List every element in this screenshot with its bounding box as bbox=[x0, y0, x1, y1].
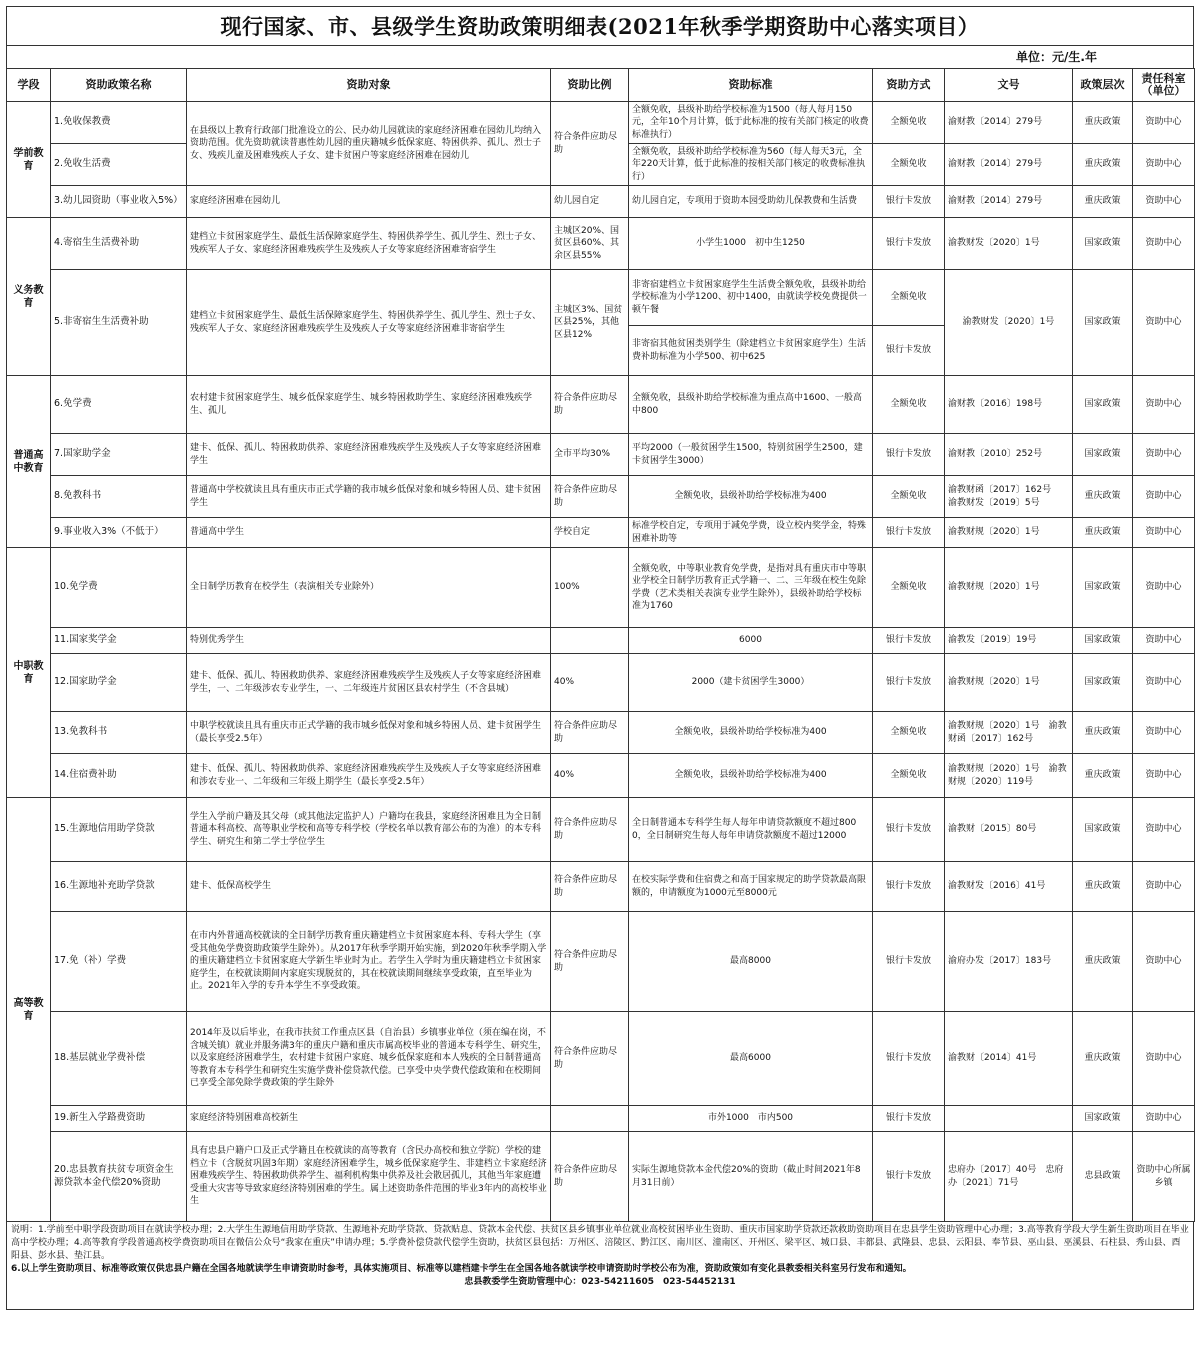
table-row bbox=[7, 862, 1195, 912]
unit-label: 单位：元/生.年 bbox=[6, 46, 1194, 68]
doc-cell: 渝教财发〔2020〕1号 bbox=[945, 270, 1073, 376]
table-row bbox=[7, 712, 1195, 754]
doc-cell: 渝教发〔2019〕19号 bbox=[945, 628, 1073, 654]
level-cell: 重庆政策 bbox=[1073, 754, 1133, 798]
ratio-cell: 符合条件应助尽助 bbox=[551, 1012, 629, 1106]
dept-cell: 资助中心 bbox=[1133, 102, 1195, 144]
doc-cell: 渝财教〔2016〕198号 bbox=[945, 376, 1073, 434]
dept-cell: 资助中心 bbox=[1133, 218, 1195, 270]
standard-cell: 在校实际学费和住宿费之和高于国家规定的助学贷款最高限额的，申请额度为1000元至8000元 bbox=[629, 862, 873, 912]
policy-name-cell: 6.免学费 bbox=[51, 376, 187, 434]
method-cell: 银行卡发放 bbox=[873, 1012, 945, 1106]
header-cell: 资助政策名称 bbox=[51, 69, 187, 102]
method-cell: 全额免收 bbox=[873, 144, 945, 186]
method-cell: 全额免收 bbox=[873, 102, 945, 144]
policy-name-cell: 16.生源地补充助学贷款 bbox=[51, 862, 187, 912]
policy-name-cell: 8.免教科书 bbox=[51, 476, 187, 518]
ratio-cell: 符合条件应助尽助 bbox=[551, 798, 629, 862]
dept-cell: 资助中心 bbox=[1133, 654, 1195, 712]
policy-name-cell: 7.国家助学金 bbox=[51, 434, 187, 476]
level-cell: 重庆政策 bbox=[1073, 712, 1133, 754]
target-cell: 2014年及以后毕业，在我市扶贫工作重点区县（自治县）乡镇事业单位（须在编在岗，不含城关镇）就业并服务满3年的重庆户籍和重庆市属高校毕业的普通本专科学生、研究生，以及家庭经济困难学生，农村建卡贫困户家庭、城乡低保家庭和本人残疾的全日制普通高等教育本专科学生和研究生实施学费补偿贷款代偿。已享受中央学费代偿政策和在校期间已享受全部免除学费政策的学生除外 bbox=[187, 1012, 551, 1106]
policy-name-cell: 15.生源地信用助学贷款 bbox=[51, 798, 187, 862]
standard-cell: 非寄宿建档立卡贫困家庭学生生活费全额免收，县级补助给学校标准为小学1200、初中1400，由就读学校免费提供一顿午餐 bbox=[629, 270, 873, 326]
dept-cell: 资助中心 bbox=[1133, 270, 1195, 376]
table-row bbox=[7, 548, 1195, 628]
policy-name-cell: 19.新生入学路费资助 bbox=[51, 1106, 187, 1132]
level-cell: 国家政策 bbox=[1073, 628, 1133, 654]
level-cell: 国家政策 bbox=[1073, 654, 1133, 712]
table-row bbox=[7, 1132, 1195, 1222]
table-row bbox=[7, 798, 1195, 862]
header-cell: 文号 bbox=[945, 69, 1073, 102]
table-row bbox=[7, 270, 1195, 326]
dept-cell: 资助中心 bbox=[1133, 798, 1195, 862]
method-cell: 银行卡发放 bbox=[873, 628, 945, 654]
standard-cell: 全日制普通本专科学生每人每年申请贷款额度不超过8000，全日制研究生每人每年申请贷款额度不超过12000 bbox=[629, 798, 873, 862]
policy-table bbox=[6, 68, 1195, 1222]
method-cell: 银行卡发放 bbox=[873, 912, 945, 1012]
target-cell: 中职学校就读且具有重庆市正式学籍的我市城乡低保对象和城乡特困人员、建卡贫困学生（最长享受2.5年） bbox=[187, 712, 551, 754]
policy-name-cell: 18.基层就业学费补偿 bbox=[51, 1012, 187, 1106]
target-cell: 建档立卡贫困家庭学生、最低生活保障家庭学生、特困供养学生、孤儿学生、烈士子女、残疾军人子女、家庭经济困难残疾学生及残疾人子女等家庭经济困难非寄宿学生 bbox=[187, 270, 551, 376]
doc-cell: 渝教财规〔2020〕1号 bbox=[945, 654, 1073, 712]
standard-cell: 最高8000 bbox=[629, 912, 873, 1012]
level-cell: 国家政策 bbox=[1073, 1106, 1133, 1132]
school-stage-cell: 义务教育 bbox=[7, 218, 51, 376]
method-cell: 银行卡发放 bbox=[873, 518, 945, 548]
level-cell: 重庆政策 bbox=[1073, 862, 1133, 912]
method-cell: 全额免收 bbox=[873, 376, 945, 434]
doc-cell: 渝府办发〔2017〕183号 bbox=[945, 912, 1073, 1012]
standard-cell: 全额免收，县级补助给学校标准为560（每人每天3元，全年220天计算，低于此标准的按相关部门核定的收费标准执行） bbox=[629, 144, 873, 186]
dept-cell: 资助中心 bbox=[1133, 376, 1195, 434]
standard-cell: 市外1000 市内500 bbox=[629, 1106, 873, 1132]
target-cell: 在县级以上教育行政部门批准设立的公、民办幼儿园就读的家庭经济困难在园幼儿均纳入资助范围。优先资助就读普惠性幼儿园的重庆籍城乡低保家庭、特困供养、孤儿、烈士子女、残疾儿童及困难残疾人子女、建卡贫困户等家庭经济困难在园幼儿 bbox=[187, 102, 551, 186]
level-cell: 国家政策 bbox=[1073, 434, 1133, 476]
dept-cell: 资助中心 bbox=[1133, 1012, 1195, 1106]
method-cell: 银行卡发放 bbox=[873, 798, 945, 862]
ratio-cell: 幼儿园自定 bbox=[551, 186, 629, 218]
dept-cell: 资助中心 bbox=[1133, 862, 1195, 912]
policy-name-cell: 17.免（补）学费 bbox=[51, 912, 187, 1012]
target-cell: 特别优秀学生 bbox=[187, 628, 551, 654]
method-cell: 全额免收 bbox=[873, 548, 945, 628]
standard-cell: 全额免收，县级补助给学校标准为400 bbox=[629, 754, 873, 798]
method-cell: 银行卡发放 bbox=[873, 1132, 945, 1222]
notes-section bbox=[6, 1222, 1194, 1310]
policy-name-cell: 9.事业收入3%（不低于） bbox=[51, 518, 187, 548]
doc-cell: 渝财教〔2010〕252号 bbox=[945, 434, 1073, 476]
doc-cell: 渝教财函〔2017〕162号 渝教财发〔2019〕5号 bbox=[945, 476, 1073, 518]
target-cell: 普通高中学生 bbox=[187, 518, 551, 548]
standard-cell: 幼儿园自定，专项用于资助本园受助幼儿保教费和生活费 bbox=[629, 186, 873, 218]
level-cell: 重庆政策 bbox=[1073, 1012, 1133, 1106]
standard-cell: 非寄宿其他贫困类别学生（除建档立卡贫困家庭学生）生活费补助标准为小学500、初中625 bbox=[629, 326, 873, 376]
level-cell: 国家政策 bbox=[1073, 270, 1133, 376]
doc-cell: 渝教财〔2015〕80号 bbox=[945, 798, 1073, 862]
standard-cell: 全额免收，县级补助给学校标准为400 bbox=[629, 712, 873, 754]
target-cell: 建卡、低保、孤儿、特困救助供养、家庭经济困难残疾学生及残疾人子女等家庭经济困难学生，一、二年级涉农专业学生，一、二年级连片贫困区县农村学生（不含县城） bbox=[187, 654, 551, 712]
ratio-cell: 符合条件应助尽助 bbox=[551, 376, 629, 434]
school-stage-cell: 中职教育 bbox=[7, 548, 51, 798]
method-cell: 银行卡发放 bbox=[873, 654, 945, 712]
target-cell: 家庭经济特别困难高校新生 bbox=[187, 1106, 551, 1132]
ratio-cell: 符合条件应助尽助 bbox=[551, 476, 629, 518]
policy-name-cell: 2.免收生活费 bbox=[51, 144, 187, 186]
method-cell: 全额免收 bbox=[873, 476, 945, 518]
standard-cell: 2000（建卡贫困学生3000） bbox=[629, 654, 873, 712]
table-row bbox=[7, 754, 1195, 798]
contact-line: 忠县教委学生资助管理中心：023-54211605 023-54452131 bbox=[464, 1277, 736, 1287]
method-cell: 银行卡发放 bbox=[873, 218, 945, 270]
level-cell: 重庆政策 bbox=[1073, 912, 1133, 1012]
ratio-cell: 符合条件应助尽助 bbox=[551, 1132, 629, 1222]
target-cell: 普通高中学校就读且具有重庆市正式学籍的我市城乡低保对象和城乡特困人员、建卡贫困学生 bbox=[187, 476, 551, 518]
table-header-row bbox=[7, 69, 1195, 102]
doc-cell: 渝教财规〔2020〕1号 渝教财函〔2017〕162号 bbox=[945, 712, 1073, 754]
policy-name-cell: 12.国家助学金 bbox=[51, 654, 187, 712]
header-cell: 政策层次 bbox=[1073, 69, 1133, 102]
target-cell: 学生入学前户籍及其父母（或其他法定监护人）户籍均在我县，家庭经济困难且为全日制普通本科高校、高等职业学校和高等专科学校（学校名单以教育部公布的为准）的本专科学生、研究生和第二学士学位学生 bbox=[187, 798, 551, 862]
policy-name-cell: 14.住宿费补助 bbox=[51, 754, 187, 798]
dept-cell: 资助中心 bbox=[1133, 548, 1195, 628]
header-cell: 资助比例 bbox=[551, 69, 629, 102]
table-row bbox=[7, 186, 1195, 218]
table-row bbox=[7, 1012, 1195, 1106]
standard-cell: 全额免收，县级补助给学校标准为重点高中1600、一般高中800 bbox=[629, 376, 873, 434]
dept-cell: 资助中心 bbox=[1133, 476, 1195, 518]
ratio-cell: 符合条件应助尽助 bbox=[551, 102, 629, 186]
ratio-cell: 100% bbox=[551, 548, 629, 628]
ratio-cell: 主城区3%、国贫区县25%，其他区县12% bbox=[551, 270, 629, 376]
dept-cell: 资助中心 bbox=[1133, 712, 1195, 754]
level-cell: 重庆政策 bbox=[1073, 144, 1133, 186]
policy-name-cell: 13.免教科书 bbox=[51, 712, 187, 754]
dept-cell: 资助中心 bbox=[1133, 518, 1195, 548]
policy-name-cell: 5.非寄宿生生活费补助 bbox=[51, 270, 187, 376]
ratio-cell: 符合条件应助尽助 bbox=[551, 712, 629, 754]
ratio-cell bbox=[551, 1106, 629, 1132]
ratio-cell: 40% bbox=[551, 654, 629, 712]
policy-document bbox=[6, 6, 1194, 1310]
standard-cell: 最高6000 bbox=[629, 1012, 873, 1106]
ratio-cell: 主城区20%、国贫区县60%、其余区县55% bbox=[551, 218, 629, 270]
doc-cell: 渝教财规〔2020〕1号 bbox=[945, 548, 1073, 628]
table-row bbox=[7, 434, 1195, 476]
level-cell: 国家政策 bbox=[1073, 376, 1133, 434]
level-cell: 国家政策 bbox=[1073, 798, 1133, 862]
doc-cell: 渝教财〔2014〕41号 bbox=[945, 1012, 1073, 1106]
level-cell: 国家政策 bbox=[1073, 548, 1133, 628]
standard-cell: 实际生源地贷款本金代偿20%的资助（截止时间2021年8月31日前） bbox=[629, 1132, 873, 1222]
level-cell: 国家政策 bbox=[1073, 218, 1133, 270]
policy-name-cell: 4.寄宿生生活费补助 bbox=[51, 218, 187, 270]
target-cell: 建卡、低保高校学生 bbox=[187, 862, 551, 912]
school-stage-cell: 高等教育 bbox=[7, 798, 51, 1222]
ratio-cell: 学校自定 bbox=[551, 518, 629, 548]
ratio-cell: 40% bbox=[551, 754, 629, 798]
level-cell: 重庆政策 bbox=[1073, 518, 1133, 548]
level-cell: 重庆政策 bbox=[1073, 476, 1133, 518]
table-row bbox=[7, 912, 1195, 1012]
policy-name-cell: 1.免收保教费 bbox=[51, 102, 187, 144]
target-cell: 农村建卡贫困家庭学生、城乡低保家庭学生、城乡特困救助学生、家庭经济困难残疾学生、孤儿 bbox=[187, 376, 551, 434]
doc-cell: 渝教财发〔2020〕1号 bbox=[945, 218, 1073, 270]
header-cell: 责任科室（单位） bbox=[1133, 69, 1195, 102]
dept-cell: 资助中心 bbox=[1133, 912, 1195, 1012]
method-cell: 银行卡发放 bbox=[873, 434, 945, 476]
doc-cell: 渝财教〔2014〕279号 bbox=[945, 102, 1073, 144]
document-title: 现行国家、市、县级学生资助政策明细表(2021年秋季学期资助中心落实项目） bbox=[6, 6, 1194, 46]
target-cell: 全日制学历教育在校学生（表演相关专业除外） bbox=[187, 548, 551, 628]
standard-cell: 全额免收，县级补助给学校标准为400 bbox=[629, 476, 873, 518]
level-cell: 忠县政策 bbox=[1073, 1132, 1133, 1222]
level-cell: 重庆政策 bbox=[1073, 186, 1133, 218]
doc-cell: 渝财教〔2014〕279号 bbox=[945, 144, 1073, 186]
dept-cell: 资助中心 bbox=[1133, 144, 1195, 186]
dept-cell: 资助中心 bbox=[1133, 434, 1195, 476]
target-cell: 在市内外普通高校就读的全日制学历教育重庆籍建档立卡贫困家庭本科、专科大学生（享受其他免学费资助政策学生除外）。从2017年秋季学期开始实施，到2020年秋季学期入学的重庆籍建档立卡贫困家庭大学新生毕业时为止。若学生入学时为重庆籍建档立卡贫困家庭学生，在校就读期间内家庭实现脱贫的，其在校就读期间继续享受政策，直至毕业为止。2021年入学的专升本学生不享受政策。 bbox=[187, 912, 551, 1012]
header-cell: 学段 bbox=[7, 69, 51, 102]
note-line: 6.以上学生资助项目、标准等政策仅供忠县户籍在全国各地就读学生申请资助时参考，具体实施项目、标准等以建档建卡学生在全国各地各就读学校申请资助时学校公布为准，资助政策如有变化县教委相关科室另行发布和通知。 bbox=[11, 1264, 912, 1274]
policy-name-cell: 3.幼儿园资助（事业收入5%） bbox=[51, 186, 187, 218]
ratio-cell: 符合条件应助尽助 bbox=[551, 862, 629, 912]
doc-cell bbox=[945, 1106, 1073, 1132]
header-cell: 资助对象 bbox=[187, 69, 551, 102]
dept-cell: 资助中心 bbox=[1133, 186, 1195, 218]
standard-cell: 平均2000（一般贫困学生1500，特别贫困学生2500，建卡贫困学生3000） bbox=[629, 434, 873, 476]
ratio-cell bbox=[551, 628, 629, 654]
table-row bbox=[7, 218, 1195, 270]
target-cell: 建卡、低保、孤儿、特困救助供养、家庭经济困难残疾学生及残疾人子女等家庭经济困难和涉农专业一、二年级和三年级上期学生（最长享受2.5年） bbox=[187, 754, 551, 798]
table-row bbox=[7, 376, 1195, 434]
ratio-cell: 全市平均30% bbox=[551, 434, 629, 476]
method-cell: 全额免收 bbox=[873, 270, 945, 326]
note-line: 说明：1.学前至中职学段资助项目在就读学校办理；2.大学生生源地信用助学贷款、生源地补充助学贷款、贷款贴息、贷款本金代偿、扶贫区县乡镇事业单位就业高校贫困毕业生资助、重庆市国家助学贷款还款救助资助项目在忠县学生资助管理中心办理；3.高等教育学段大学生新生资助项目在毕业高中学校办理；4.高等教育学段普通高校学费资助项目在微信公众号“我家在重庆”申请办理；5.学费补偿贷款代偿学生资助，扶贫区县包括：万州区、涪陵区、黔江区、南川区、潼南区、开州区、梁平区、城口县、丰都县、武隆县、忠县、云阳县、奉节县、巫山县、巫溪县、石柱县、秀山县、酉阳县、彭水县、垫江县。 bbox=[11, 1225, 1189, 1261]
doc-cell: 渝财教〔2014〕279号 bbox=[945, 186, 1073, 218]
standard-cell: 标准学校自定，专项用于减免学费，设立校内奖学金，特殊困难补助等 bbox=[629, 518, 873, 548]
method-cell: 银行卡发放 bbox=[873, 862, 945, 912]
table-row bbox=[7, 102, 1195, 144]
header-cell: 资助标准 bbox=[629, 69, 873, 102]
method-cell: 银行卡发放 bbox=[873, 186, 945, 218]
doc-cell: 渝教财发〔2016〕41号 bbox=[945, 862, 1073, 912]
table-row bbox=[7, 628, 1195, 654]
method-cell: 银行卡发放 bbox=[873, 326, 945, 376]
doc-cell: 渝教财规〔2020〕1号 渝教财规〔2020〕119号 bbox=[945, 754, 1073, 798]
header-cell: 资助方式 bbox=[873, 69, 945, 102]
doc-cell: 渝教财规〔2020〕1号 bbox=[945, 518, 1073, 548]
school-stage-cell: 普通高中教育 bbox=[7, 376, 51, 548]
table-row bbox=[7, 654, 1195, 712]
dept-cell: 资助中心 bbox=[1133, 1106, 1195, 1132]
method-cell: 全额免收 bbox=[873, 712, 945, 754]
level-cell: 重庆政策 bbox=[1073, 102, 1133, 144]
method-cell: 全额免收 bbox=[873, 754, 945, 798]
target-cell: 具有忠县户籍户口及正式学籍且在校就读的高等教育（含民办高校和独立学院）学校的建档立卡（含脱贫巩固3年期）家庭经济困难学生，城乡低保家庭学生、非建档立卡家庭经济困难残疾学生、特困救助供养学生、福利机构集中供养及社会散居孤儿，其他当年家庭遭受重大灾害等导致家庭经济特别困难的学生。属上述资助条件范围的毕业3年内的高校毕业生 bbox=[187, 1132, 551, 1222]
table-row bbox=[7, 1106, 1195, 1132]
school-stage-cell: 学前教育 bbox=[7, 102, 51, 218]
standard-cell: 全额免收，中等职业教育免学费，是指对具有重庆市中等职业学校全日制学历教育正式学籍一、二、三年级在校生免除学费（艺术类相关表演专业学生除外），县级补助给学校标准为1760 bbox=[629, 548, 873, 628]
target-cell: 建卡、低保、孤儿、特困救助供养、家庭经济困难残疾学生及残疾人子女等家庭经济困难学生 bbox=[187, 434, 551, 476]
policy-name-cell: 10.免学费 bbox=[51, 548, 187, 628]
dept-cell: 资助中心所属乡镇 bbox=[1133, 1132, 1195, 1222]
standard-cell: 全额免收，县级补助给学校标准为1500（每人每月150元，全年10个月计算，低于此标准的按有关部门核定的收费标准执行） bbox=[629, 102, 873, 144]
doc-cell: 忠府办〔2017〕40号 忠府办〔2021〕71号 bbox=[945, 1132, 1073, 1222]
table-row bbox=[7, 518, 1195, 548]
standard-cell: 6000 bbox=[629, 628, 873, 654]
method-cell: 银行卡发放 bbox=[873, 1106, 945, 1132]
standard-cell: 小学生1000 初中生1250 bbox=[629, 218, 873, 270]
policy-name-cell: 11.国家奖学金 bbox=[51, 628, 187, 654]
dept-cell: 资助中心 bbox=[1133, 754, 1195, 798]
dept-cell: 资助中心 bbox=[1133, 628, 1195, 654]
target-cell: 家庭经济困难在园幼儿 bbox=[187, 186, 551, 218]
table-row bbox=[7, 476, 1195, 518]
target-cell: 建档立卡贫困家庭学生、最低生活保障家庭学生、特困供养学生、孤儿学生、烈士子女、残疾军人子女、家庭经济困难残疾学生及残疾人子女等家庭经济困难寄宿学生 bbox=[187, 218, 551, 270]
ratio-cell: 符合条件应助尽助 bbox=[551, 912, 629, 1012]
policy-name-cell: 20.忠县教育扶贫专项资金生源贷款本金代偿20%资助 bbox=[51, 1132, 187, 1222]
